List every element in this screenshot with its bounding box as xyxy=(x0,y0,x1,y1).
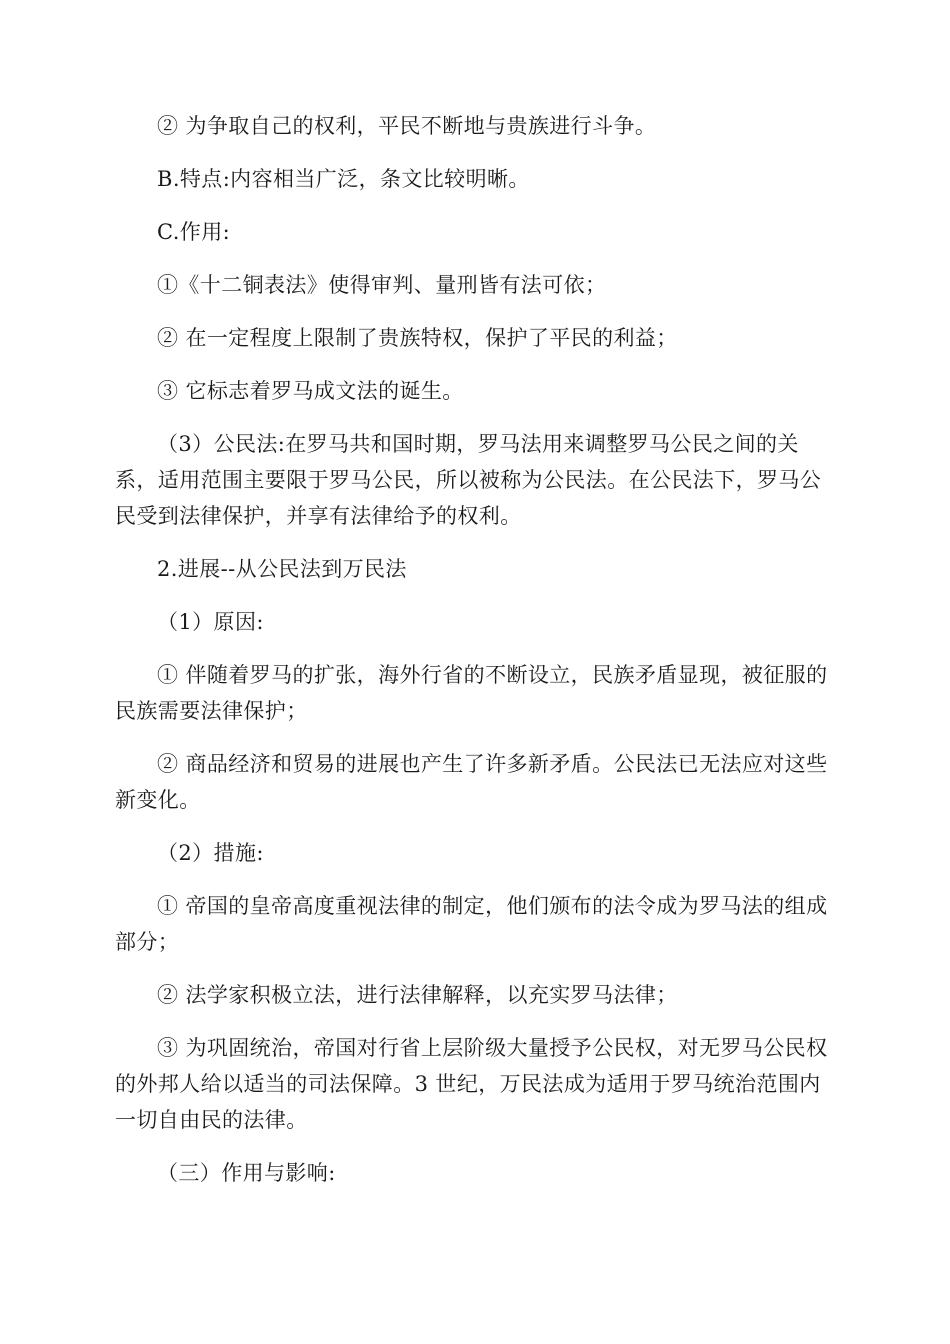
paragraph-4: ①《十二铜表法》使得审判、量刑皆有法可依； xyxy=(157,273,607,297)
paragraph-6: ③ 它标志着罗马成文法的诞生。 xyxy=(157,379,464,403)
document-body xyxy=(115,108,835,1208)
paragraph-3: C.作用: xyxy=(157,220,231,244)
paragraph-16: （三）作用与影响: xyxy=(157,1161,336,1185)
paragraph-10: ① 伴随着罗马的扩张，海外行省的不断设立，民族矛盾显现，被征服的民族需要法律保护； xyxy=(115,663,828,723)
paragraph-11: ② 商品经济和贸易的进展也产生了许多新矛盾。公民法已无法应对这些新变化。 xyxy=(115,752,828,812)
paragraph-1: ② 为争取自己的权利，平民不断地与贵族进行斗争。 xyxy=(157,114,657,138)
paragraph-9: （1）原因: xyxy=(157,610,264,634)
paragraph-15: ③ 为巩固统治，帝国对行省上层阶级大量授予公民权，对无罗马公民权的外邦人给以适当的司法保障。3 世纪，万民法成为适用于罗马统治范围内一切自由民的法律。 xyxy=(115,1036,828,1132)
paragraph-14: ② 法学家积极立法，进行法律解释，以充实罗马法律； xyxy=(157,983,678,1007)
paragraph-13: ① 帝国的皇帝高度重视法律的制定，他们颁布的法令成为罗马法的组成部分； xyxy=(115,894,828,954)
paragraph-5: ② 在一定程度上限制了贵族特权，保护了平民的利益； xyxy=(157,326,678,350)
paragraph-7: （3）公民法:在罗马共和国时期，罗马法用来调整罗马公民之间的关系，适用范围主要限于罗马公民，所以被称为公民法。在公民法下，罗马公民受到法律保护，并享有法律给予的权利。 xyxy=(115,432,822,528)
paragraph-8: 2.进展--从公民法到万民法 xyxy=(157,557,407,581)
paragraph-12: （2）措施: xyxy=(157,841,264,865)
paragraph-2: B.特点:内容相当广泛，条文比较明晰。 xyxy=(157,167,530,191)
